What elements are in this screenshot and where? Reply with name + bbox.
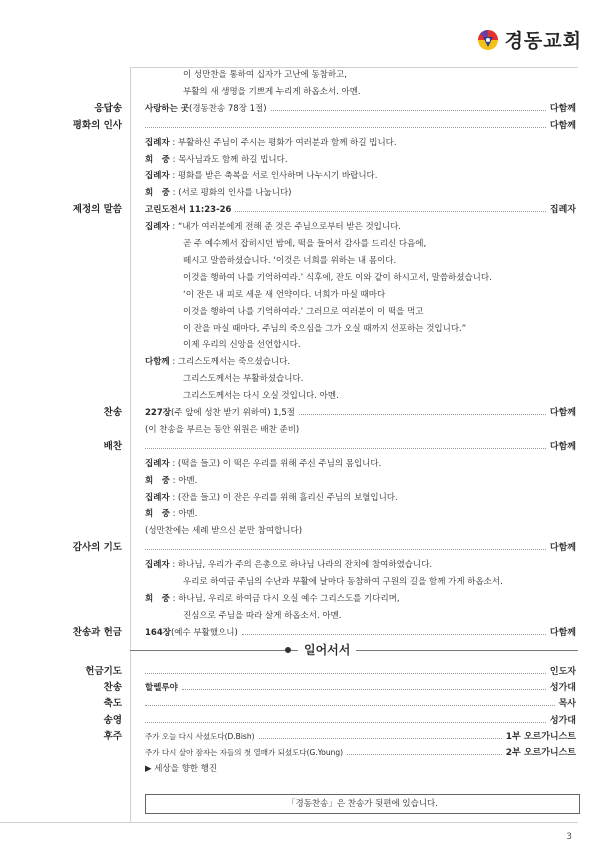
- liturgy-text: : 그리스도께서는 죽으셨습니다.: [169, 357, 291, 368]
- liturgy-text: 그리스도께서는 부활하셨습니다.: [183, 374, 304, 385]
- liturgy-line: [0, 490, 600, 506]
- item-label: 감사의 기도: [72, 542, 122, 554]
- speaker: 집례자: [145, 560, 170, 571]
- speaker: 회 중: [145, 188, 170, 199]
- hymnal-note-box: 「경동찬송」은 찬송가 뒷편에 있습니다.: [145, 794, 580, 814]
- liturgy-text: [0, 253, 600, 269]
- dotted-leader: [235, 211, 545, 212]
- page-header: [0, 0, 600, 70]
- item-content: [145, 729, 255, 745]
- liturgy-content: [145, 168, 377, 184]
- liturgy-text: 부활의 새 생명을 기쁘게 누리게 하옵소서. 아멘.: [183, 86, 361, 97]
- item-performer: 성가대: [549, 715, 576, 726]
- liturgy-content: [145, 591, 400, 607]
- speaker: 집례자: [145, 492, 170, 503]
- order-item: [0, 729, 600, 745]
- liturgy-text: (성만찬에는 세례 받으신 분만 참여합니다): [145, 526, 303, 537]
- liturgy-content: [145, 557, 432, 573]
- liturgy-text: [0, 270, 600, 286]
- liturgy-line: [0, 135, 600, 151]
- item-label: 헌금기도: [85, 666, 122, 677]
- speaker: 집례자: [145, 458, 170, 469]
- item-performer: 다함께: [549, 441, 576, 452]
- item-label: 찬송: [103, 682, 122, 694]
- item-content: [145, 101, 267, 117]
- item-note: 주가 다시 살아 잠자는 자들의 첫 열매가 되셨도다(G.Young): [145, 748, 344, 757]
- liturgy-text: 진심으로 주님을 따라 살게 하옵소서. 아멘.: [183, 610, 342, 621]
- dotted-leader: [182, 689, 546, 690]
- speaker: 회 중: [145, 509, 170, 520]
- liturgy-text: 이것을 행하여 나를 기억하여라.’ 그러므로 여러분이 이 떡을 먹고: [183, 306, 424, 317]
- liturgy-text: [0, 337, 600, 353]
- liturgy-content: [145, 490, 398, 506]
- liturgy-text: 곧 주 예수께서 잡히시던 밤에, 떡을 들어서 감사를 드리신 다음에,: [183, 239, 427, 249]
- dotted-leader: [347, 754, 502, 755]
- item-label: 축도: [103, 698, 122, 710]
- liturgy-line: [0, 506, 600, 522]
- liturgy-text: ‘이 잔은 내 피로 세운 새 언약이다. 너희가 마실 때마다: [183, 289, 386, 300]
- liturgy-text: : 목사님과도 함께 하길 빕니다.: [169, 154, 288, 165]
- item-note: (경동찬송 78장 1절): [189, 103, 267, 114]
- liturgy-text: : 아멘.: [169, 475, 198, 486]
- liturgy-content: [145, 219, 401, 235]
- order-item: [0, 540, 600, 556]
- liturgy-content: [145, 185, 291, 201]
- liturgy-line: [0, 185, 600, 201]
- liturgy-text: : 아멘.: [169, 509, 198, 520]
- item-label: 송영: [103, 714, 122, 726]
- speaker: 회 중: [145, 475, 170, 486]
- item-label: 후주: [103, 730, 122, 742]
- item-label: 배찬: [103, 440, 122, 452]
- dotted-leader: [145, 673, 546, 674]
- order-item: [0, 101, 600, 117]
- item-label: 평화의 인사: [72, 119, 122, 131]
- speaker: 집례자: [145, 137, 170, 148]
- page-number: 3: [566, 832, 572, 842]
- liturgy-text: : 하나님, 우리로 하여금 다시 오실 예수 그리스도를 기다리며,: [169, 593, 400, 604]
- dotted-leader: [242, 634, 546, 635]
- liturgy-content: [145, 354, 290, 370]
- item-content: [145, 625, 238, 641]
- item-title: 할렐루야: [145, 683, 178, 694]
- dotted-leader: [145, 705, 555, 706]
- church-emblem-icon: [477, 29, 499, 51]
- bullet-icon: [285, 647, 291, 653]
- stand-divider: [130, 640, 578, 660]
- speaker: 회 중: [145, 154, 170, 165]
- item-title: 227장: [145, 408, 171, 418]
- stand-label: 일어서서: [298, 640, 356, 660]
- order-item: [0, 439, 600, 455]
- liturgy-text: [0, 574, 600, 590]
- item-note: (주 앞에 성찬 받기 위하여) 1,5절: [170, 408, 295, 418]
- liturgy-text: [0, 523, 600, 539]
- liturgy-line: [0, 168, 600, 184]
- liturgy-text: 그리스도께서는 다시 오실 것입니다. 아멘.: [183, 391, 339, 402]
- item-performer: 인도자: [549, 667, 576, 677]
- liturgy-content: [145, 473, 197, 489]
- liturgy-text: [0, 236, 600, 252]
- item-content: [145, 202, 231, 218]
- liturgy-line: [0, 354, 600, 370]
- liturgy-text: : (떡을 들고) 이 떡은 우리를 위해 주신 주님의 몸입니다.: [169, 458, 382, 469]
- liturgy-text: : 부활하신 주님이 주시는 평화가 여러분과 함께 하길 빕니다.: [169, 137, 397, 148]
- item-title: 사랑하는 곳: [145, 103, 190, 114]
- liturgy-text: [0, 321, 600, 337]
- liturgy-line: [0, 152, 600, 168]
- dotted-leader: [145, 549, 546, 550]
- item-note: 주가 오늘 다시 사셨도다(D.Bish): [145, 731, 255, 741]
- liturgy-text: 이 성만찬을 통하여 십자가 고난에 동참하고,: [183, 70, 348, 80]
- liturgy-text: 이제 우리의 신앙을 선언합시다.: [183, 340, 301, 351]
- liturgy-text: 이 잔을 마실 때마다, 주님의 죽으심을 그가 오실 때까지 선포하는 것입니다.”: [183, 323, 467, 334]
- liturgy-text: [0, 304, 600, 320]
- item-note: (예수 부활했으니): [170, 627, 238, 638]
- item-performer: 2부 오르가니스트: [505, 748, 576, 758]
- liturgy-text: : “내가 여러분에게 전해 준 것은 주님으로부터 받은 것입니다.: [169, 222, 401, 233]
- item-performer: 1부 오르가니스트: [505, 731, 576, 742]
- item-content: [145, 405, 295, 421]
- liturgy-text: 떼시고 말씀하셨습니다. ‘이것은 너희를 위하는 내 몸이다.: [183, 255, 397, 266]
- order-item: [0, 405, 600, 421]
- speaker: 회 중: [145, 593, 170, 604]
- liturgy-text: : 평화를 받은 축복을 서로 인사하며 나누시기 바랍니다.: [169, 171, 378, 182]
- item-performer: 다함께: [549, 120, 576, 131]
- order-item: [0, 696, 600, 712]
- speaker: 집례자: [145, 171, 170, 182]
- liturgy-line: [0, 557, 600, 573]
- speaker: 집례자: [145, 222, 170, 233]
- liturgy-text: (이 찬송을 부르는 동안 위원은 배찬 준비): [145, 424, 300, 435]
- liturgy-text: [0, 371, 600, 387]
- order-item: [0, 202, 600, 218]
- item-label: 응답송: [94, 102, 122, 114]
- liturgy-text: 이것을 행하여 나를 기억하여라.’ 식후에, 잔도 이와 같이 하시고서, 말씀하셨습니다.: [183, 272, 492, 283]
- dotted-leader: [145, 127, 546, 128]
- frame-bottom-rule: [0, 822, 578, 823]
- liturgy-line: [0, 219, 600, 235]
- dotted-leader: [299, 414, 546, 415]
- item-performer: 성가대: [549, 683, 576, 694]
- item-label: 제정의 말씀: [72, 204, 122, 216]
- order-item: [0, 118, 600, 134]
- item-performer: 다함께: [549, 408, 576, 418]
- item-content: [145, 680, 178, 696]
- liturgy-text: : (서로 평화의 인사를 나눕니다): [169, 188, 292, 199]
- dotted-leader: [271, 110, 546, 111]
- item-performer: 다함께: [549, 543, 576, 554]
- liturgy-text: [0, 388, 600, 404]
- item-performer: 다함께: [549, 103, 576, 114]
- item-performer: 목사: [558, 699, 576, 710]
- speaker: 다함께: [145, 357, 170, 368]
- liturgy-line: [0, 473, 600, 489]
- dotted-leader: [145, 448, 546, 449]
- liturgy-text: [0, 67, 600, 83]
- order-item: [0, 745, 600, 761]
- liturgy-content: [145, 506, 197, 522]
- church-name: 경동교회: [504, 30, 582, 52]
- liturgy-content: [145, 135, 397, 151]
- item-title: 고린도전서 11:23-26: [145, 205, 232, 216]
- liturgy-content: [145, 152, 288, 168]
- item-performer: 다함께: [549, 627, 576, 638]
- liturgy-text: 우리로 하여금 주님의 수난과 부활에 날마다 동참하여 구원의 길을 함께 가게 하옵소서.: [183, 577, 503, 587]
- liturgy-text: : 하나님, 우리가 주의 은총으로 하나님 나라의 잔치에 참여하였습니다.: [169, 560, 433, 571]
- item-performer: 집례자: [549, 205, 576, 216]
- liturgy-text: : (잔을 들고) 이 잔은 우리를 위해 흘리신 주님의 보혈입니다.: [169, 492, 398, 503]
- item-title: 164장: [145, 627, 171, 638]
- liturgy-text: [0, 761, 600, 777]
- church-logo: [477, 26, 582, 53]
- item-content: [145, 745, 343, 761]
- liturgy-text: ▶ 세상을 향한 행진: [145, 764, 218, 775]
- liturgy-line: [0, 591, 600, 607]
- liturgy-text: [0, 608, 600, 624]
- order-item: [0, 625, 600, 641]
- dotted-leader: [145, 722, 546, 723]
- liturgy-text: [0, 422, 600, 438]
- liturgy-content: [145, 456, 381, 472]
- liturgy-text: [0, 84, 600, 100]
- dotted-leader: [259, 738, 502, 739]
- item-label: 찬송과 헌금: [72, 626, 122, 638]
- order-item: [0, 664, 600, 680]
- liturgy-line: [0, 456, 600, 472]
- item-label: 찬송: [103, 407, 122, 418]
- order-item: [0, 680, 600, 696]
- order-item: [0, 713, 600, 729]
- liturgy-text: [0, 287, 600, 303]
